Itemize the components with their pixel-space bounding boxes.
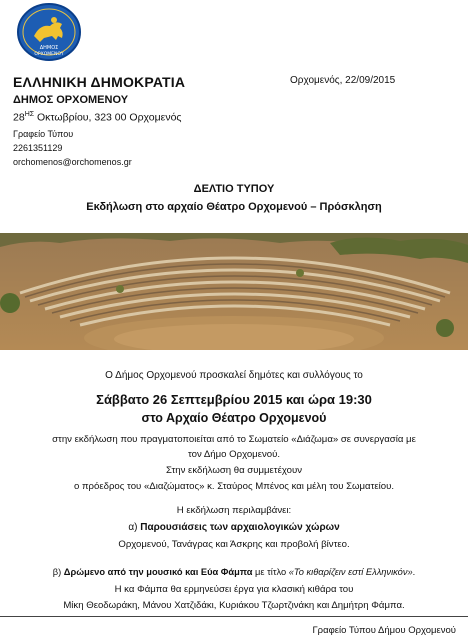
- item-b-detail-2: Μίκη Θεοδωράκη, Μάνου Χατζιδάκι, Κυριάκου Τζωρτζινάκη και Δημήτρη Φάμπα.: [63, 600, 405, 611]
- item-b-detail-1: Η κα Φάμπα θα ερμηνεύσει έργα για κλασική κιθάρα του: [114, 584, 354, 595]
- address-street: Οκτωβρίου, 323 00 Ορχομενός: [34, 111, 182, 124]
- address: [13, 111, 182, 124]
- item-a-title: Παρουσιάσεις των αρχαιολογικών χώρων: [140, 522, 340, 533]
- program-item-b: [0, 567, 468, 577]
- municipality-logo: [16, 2, 82, 62]
- program-intro: Η εκδήλωση περιλαμβάνει:: [176, 505, 292, 516]
- program-item-a: [0, 522, 468, 533]
- invitation-line: Ο Δήμος Ορχομενού προσκαλεί δημότες και συλλόγους το: [105, 370, 363, 381]
- republic-heading: ΕΛΛΗΝΙΚΗ ΔΗΜΟΚΡΑΤΙΑ: [13, 74, 186, 90]
- ancient-theatre-photo: [0, 233, 468, 350]
- email-address: orchomenos@orchomenos.gr: [13, 157, 132, 167]
- municipality-heading: ΔΗΜΟΣ ΟΡΧΟΜΕΝΟΥ: [13, 94, 129, 106]
- item-a-detail: Ορχομενού, Τανάγρας και Άσκρης και προβολή βίντεο.: [118, 539, 350, 550]
- organizer-line-2: τον Δήμο Ορχομενού.: [187, 449, 281, 460]
- event-datetime: Σάββατο 26 Σεπτεμβρίου 2015 και ώρα 19:30: [96, 392, 372, 407]
- footer-text: Γραφείο Τύπου Δήμου Ορχομενού: [312, 625, 456, 636]
- press-release-label: ΔΕΛΤΙΟ ΤΥΠΟΥ: [193, 183, 275, 195]
- event-venue: στο Αρχαίο Θέατρο Ορχομενού: [141, 411, 327, 425]
- document-date: Ορχομενός, 22/09/2015: [290, 75, 396, 86]
- item-b-label: β): [52, 567, 62, 577]
- phone-number: 2261351129: [13, 143, 63, 153]
- participants-line-1: Στην εκδήλωση θα συμμετέχουν: [165, 465, 303, 476]
- participants-line-2: ο πρόεδρος του «Διαζώματος» κ. Σταύρος Μπένος και μέλη του Σωματείου.: [73, 481, 395, 492]
- item-b-title: Δρώμενο από την μουσικό και Εύα Φάμπα: [63, 567, 253, 577]
- item-b-end: .: [412, 567, 416, 577]
- item-b-middle: με τίτλο: [252, 567, 289, 577]
- footer-divider: [0, 616, 468, 617]
- item-a-label: α): [128, 522, 138, 533]
- organizer-line-1: στην εκδήλωση που πραγματοποιείται από το Σωματείο «Διάζωμα» σε συνεργασία με: [52, 434, 416, 445]
- press-subject: Εκδήλωση στο αρχαίο Θέατρο Ορχομενού – Πρόσκληση: [86, 201, 382, 213]
- item-b-quote: «Το κιθαρίζειν εστί Ελληνικόν»: [288, 567, 413, 577]
- address-number: 28: [13, 111, 25, 124]
- address-superscript: ΗΣ: [24, 111, 35, 118]
- logo-text-bottom: ΟΡΧΟΜΕΝΟΥ: [34, 52, 64, 57]
- press-office: Γραφείο Τύπου: [13, 129, 74, 139]
- logo-text-top: ΔΗΜΟΣ: [39, 45, 59, 51]
